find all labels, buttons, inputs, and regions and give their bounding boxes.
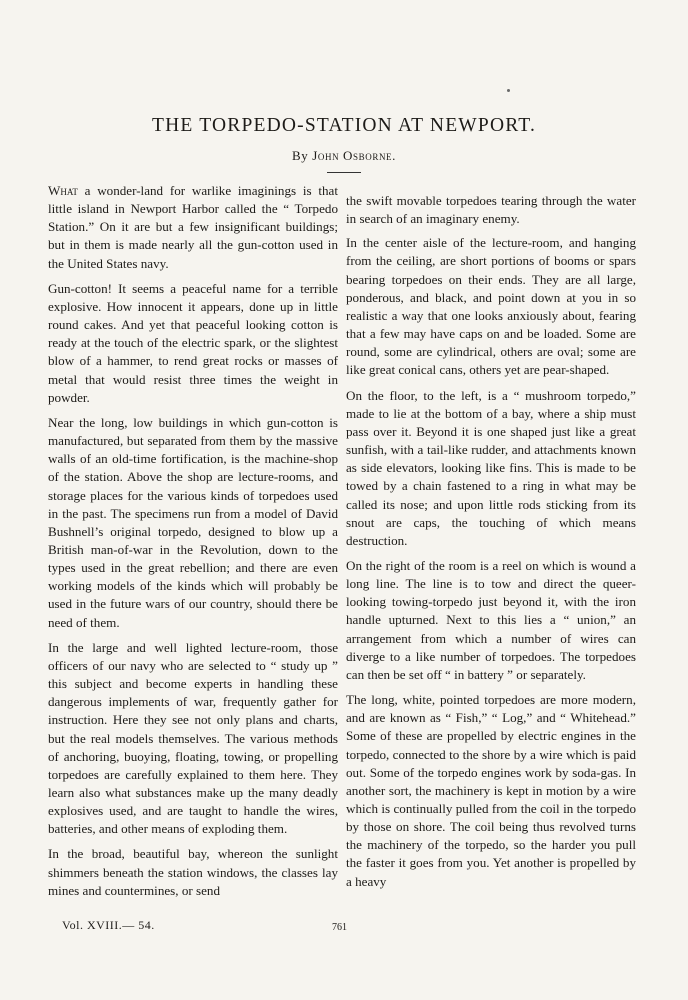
paragraph-text: a wonder-land for warlike imaginings is that little island in Newport Harbor called the “ Torpedo Station.” On it are but a few insignificant buildings; but in them is made nearly all the gun-cotton used in the United States navy. bbox=[48, 183, 338, 271]
title-rule bbox=[327, 172, 361, 173]
paragraph bbox=[48, 182, 338, 273]
byline-prefix: By bbox=[292, 148, 313, 163]
right-column bbox=[346, 192, 636, 898]
article-title: THE TORPEDO-STATION AT NEWPORT. bbox=[151, 115, 537, 136]
paragraph: In the large and well lighted lecture-room, those officers of our navy who are selected to “ study up ” this subject and become experts in handling these dangerous implements of war, frequently gather for instruction. Here they see not only plans and charts, but the real models themselves. The various methods of anchoring, buoying, floating, towing, or propelling torpedoes are carefully explained to them here. They learn also what substances make up the many deadly explosives used, and are taught to handle the wires, batteries, and other means of exploding them. bbox=[48, 639, 338, 837]
paragraph: In the broad, beautiful bay, whereon the sunlight shimmers beneath the station windows, the classes lay mines and countermines, or send bbox=[48, 846, 338, 898]
paragraph: The long, white, pointed torpedoes are more modern, and are known as “ Fish,” “ Log,” and “ Whitehead.” Some of these are propelled by electric engines in the torpedo, connected to the shore by a wire which is paid out. Some of the torpedo engines work by soda-gas. In another sort, the machinery is kept in motion by a wire which is continually pulled from the coil in the torpedo by those on shore. The coil being thus revolved turns the machinery of the torpedo, so the harder you pull the faster it goes from you. Yet another is propelled by a heavy bbox=[346, 692, 636, 889]
paper-speck bbox=[507, 89, 510, 92]
paragraph: Near the long, low buildings in which gun-cotton is manufactured, but separated from them by the massive walls of an old-time fortification, is the machine-shop of the station. Above the shop are lecture-rooms, and storage places for the various kinds of torpedoes used in the past. The specimens run from a model of David Bushnell’s original torpedo, designed to blow up a British man-of-war in the Revolution, down to the types used in the great rebellion; and there are even working models of the kinds which will probably be used in the future wars of our country, should there be need of them. bbox=[48, 414, 338, 630]
byline bbox=[0, 148, 688, 164]
paragraph: On the right of the room is a reel on which is wound a long line. The line is to tow and direct the queer-looking towing-torpedo just beyond it, with the iron handle upturned. Next to this lies a “ union,” an arrangement from which a number of wires can diverge to a like number of torpedoes. The torpedoes can then be set off “ in battery ” or separately. bbox=[346, 557, 636, 682]
left-column bbox=[48, 182, 338, 907]
lead-word: What bbox=[48, 183, 78, 198]
page-number: 761 bbox=[332, 922, 347, 933]
volume-footer: Vol. XVIII.— 54. bbox=[62, 918, 155, 932]
paragraph: In the center aisle of the lecture-room, and hanging from the ceiling, are short portions of booms or spars bearing torpedoes on their ends. They are all large, ponderous, and black, and point down at you in so realistic a way that one looks anxiously about, fearing that a few may have caps on and be loaded. Some are round, some are cylindrical, others are oval; some are like great conical cans, others yet are pear-shaped. bbox=[346, 235, 636, 378]
paragraph: the swift movable torpedoes tearing through the water in search of an imaginary enemy. bbox=[346, 193, 636, 227]
byline-author: John Osborne. bbox=[312, 148, 396, 163]
paragraph: Gun-cotton! It seems a peaceful name for a terrible explosive. How innocent it appears, done up in little round cakes. And yet that peaceful looking cotton is ready at the touch of the electric spark, or the slightest blow of a hammer, to rend great rocks or masses of metal that would resist three times the weight in powder. bbox=[48, 280, 338, 405]
paragraph: On the floor, to the left, is a “ mushroom torpedo,” made to lie at the bottom of a bay, where a ship must pass over it. Beyond it is one shaped just like a great sunfish, with a tail-like rudder, and attachments known as side elevators, looking like fins. This is made to be towed by a chain fastened to a ring in what may be called its nose; and upon little rods sticking from its snout are caps, the touching of which means destruction. bbox=[346, 387, 636, 548]
